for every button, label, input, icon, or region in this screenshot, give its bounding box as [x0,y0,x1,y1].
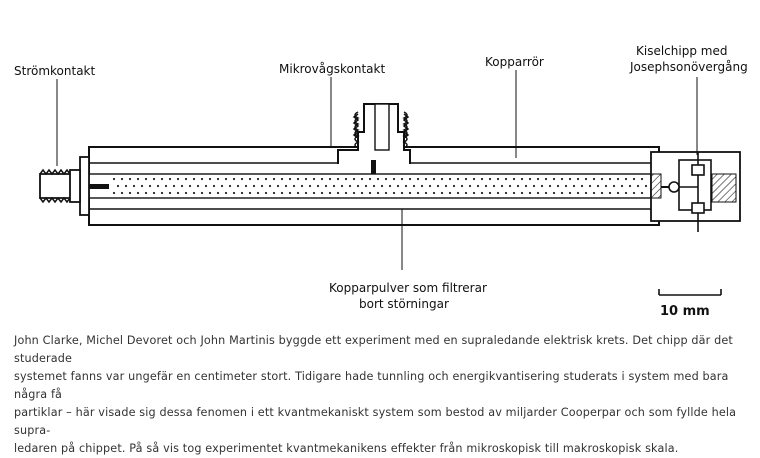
powder-dot [313,178,315,180]
powder-dot [629,185,631,187]
powder-dot [593,178,595,180]
powder-dot [489,178,491,180]
label-power-contact: Strömkontakt [14,64,96,78]
powder-dot [441,192,443,194]
powder-dot [425,192,427,194]
powder-dot [273,178,275,180]
powder-dot [617,178,619,180]
powder-dot [637,185,639,187]
powder-dot [469,185,471,187]
powder-dot [577,178,579,180]
caption-line-3: partiklar – här visade sig dessa fenomen i ett kvantmekaniskt system som bestod av miljarder Cooperpar och som fyllde hela supra- [14,406,737,437]
powder-dot [301,185,303,187]
powder-dot [125,185,127,187]
powder-dot [185,192,187,194]
powder-dot [289,178,291,180]
powder-dot [409,192,411,194]
caption-line-4: ledaren på chippet. På så vis tog experimentet kvantmekanikens effekter från mikroskopisk till makroskopisk skala. [14,442,679,455]
powder-dot [281,192,283,194]
powder-dot [313,192,315,194]
powder-dot [189,185,191,187]
powder-dot [553,178,555,180]
powder-dot [457,178,459,180]
powder-dot [425,178,427,180]
powder-dot [409,178,411,180]
powder-dot [129,178,131,180]
label-powder-line2: bort störningar [359,297,449,311]
powder-dot [481,178,483,180]
powder-dot [601,192,603,194]
powder-dot [461,185,463,187]
powder-dot [245,185,247,187]
label-microwave-contact: Mikrovågskontakt [279,62,386,76]
powder-dot [193,178,195,180]
powder-dot [177,178,179,180]
powder-dot [277,185,279,187]
powder-dot [341,185,343,187]
powder-dot [353,178,355,180]
powder-dot [529,178,531,180]
powder-dot [385,178,387,180]
powder-dot [225,192,227,194]
powder-dot [173,185,175,187]
powder-dot [457,192,459,194]
powder-dot [609,178,611,180]
label-copper-tube: Kopparrör [485,55,544,69]
powder-dot [305,192,307,194]
powder-dot [597,185,599,187]
powder-dot [265,178,267,180]
powder-dot [429,185,431,187]
powder-dot [221,185,223,187]
powder-dot [149,185,151,187]
powder-dot [345,178,347,180]
powder-dot [377,192,379,194]
powder-dot [161,192,163,194]
powder-dot [337,178,339,180]
powder-dot [397,185,399,187]
powder-dot [237,185,239,187]
powder-dot [169,192,171,194]
powder-dot [361,178,363,180]
powder-dot [513,192,515,194]
powder-dot [569,178,571,180]
powder-dot [381,185,383,187]
powder-dot [605,185,607,187]
powder-dot [385,192,387,194]
powder-dot [357,185,359,187]
powder-dot [613,185,615,187]
powder-dot [449,192,451,194]
powder-dot [453,185,455,187]
powder-dot [505,178,507,180]
powder-dot [261,185,263,187]
powder-dot [209,178,211,180]
label-powder-line1: Kopparpulver som filtrerar [329,281,487,295]
powder-dot [393,178,395,180]
powder-dot [137,192,139,194]
powder-dot [557,185,559,187]
powder-dot [289,192,291,194]
caption-line-2: systemet fanns var ungefär en centimeter stort. Tidigare hade tunnling och energikvantisering studerats i system med bara några få [14,370,729,401]
powder-dot [537,178,539,180]
powder-dot [169,178,171,180]
label-chip-line2: Josephsonövergång [630,60,748,74]
powder-dot [201,178,203,180]
powder-dot [577,192,579,194]
powder-dot [153,178,155,180]
powder-dot [405,185,407,187]
powder-dot [185,178,187,180]
powder-dot [433,192,435,194]
powder-dot [205,185,207,187]
powder-dot [165,185,167,187]
powder-dot [369,192,371,194]
powder-dot [537,192,539,194]
powder-dot [345,192,347,194]
powder-dot [393,192,395,194]
powder-dot [473,178,475,180]
powder-dot [145,178,147,180]
scale-label: 10 mm [660,304,710,319]
powder-dot [565,185,567,187]
powder-dot [521,178,523,180]
powder-dot [321,192,323,194]
powder-dot [197,185,199,187]
powder-dot [465,178,467,180]
powder-dot [153,192,155,194]
powder-dot [297,192,299,194]
caption-line-1: John Clarke, Michel Devoret och John Martinis byggde ett experiment med en supraledande elektrisk krets. Det chipp där det studerade [14,334,733,365]
powder-dot [601,178,603,180]
powder-dot [389,185,391,187]
powder-dot [349,185,351,187]
powder-dot [617,192,619,194]
powder-dot [433,178,435,180]
powder-dot [309,185,311,187]
powder-dot [305,178,307,180]
powder-dot [401,192,403,194]
powder-dot [369,178,371,180]
powder-dot [121,192,123,194]
powder-dot [633,178,635,180]
powder-dot [157,185,159,187]
powder-dot [229,185,231,187]
powder-dot [497,192,499,194]
powder-dot [133,185,135,187]
powder-dot [213,185,215,187]
powder-dot [513,178,515,180]
powder-dot [249,178,251,180]
powder-dot [581,185,583,187]
caption [14,332,749,458]
powder-dot [625,178,627,180]
powder-dot [589,185,591,187]
powder-dot [529,192,531,194]
scale-bar [659,289,721,295]
powder-dot [193,192,195,194]
powder-dot [421,185,423,187]
powder-dot [501,185,503,187]
powder-dot [233,178,235,180]
powder-dot [297,178,299,180]
powder-dot [561,178,563,180]
powder-dot [361,192,363,194]
powder-dot [521,192,523,194]
powder-dot [329,192,331,194]
powder-dot [585,178,587,180]
powder-dot [317,185,319,187]
powder-dot [353,192,355,194]
powder-dot [325,185,327,187]
powder-dot [285,185,287,187]
powder-dot [509,185,511,187]
powder-dot [257,178,259,180]
powder-dot [377,178,379,180]
powder-dot [533,185,535,187]
powder-dot [641,178,643,180]
powder-dot [417,178,419,180]
powder-dot [489,192,491,194]
powder-dot [625,192,627,194]
powder-dot [293,185,295,187]
powder-dot [181,185,183,187]
powder-dot [441,178,443,180]
powder-dot [505,192,507,194]
powder-dot [117,185,119,187]
powder-dot [481,192,483,194]
powder-dot [273,192,275,194]
powder-dot [401,178,403,180]
powder-dot [121,178,123,180]
powder-dot [573,185,575,187]
powder-dot [145,192,147,194]
powder-dot [217,192,219,194]
powder-dot [321,178,323,180]
powder-dot [553,192,555,194]
powder-dot [337,192,339,194]
powder-dot [249,192,251,194]
powder-dot [545,178,547,180]
powder-dot [373,185,375,187]
powder-dot [569,192,571,194]
label-chip-line1: Kiselchipp med [636,44,728,58]
powder-dot [329,178,331,180]
powder-dot [113,192,115,194]
powder-dot [241,178,243,180]
powder-dot [445,185,447,187]
powder-dot [473,192,475,194]
powder-dot [437,185,439,187]
powder-dot [549,185,551,187]
powder-dot [365,185,367,187]
powder-dot [217,178,219,180]
powder-dot [253,185,255,187]
powder-dot [465,192,467,194]
powder-dot [593,192,595,194]
powder-dot [621,185,623,187]
powder-dot [201,192,203,194]
powder-dot [413,185,415,187]
powder-dot [477,185,479,187]
powder-dot [225,178,227,180]
powder-dot [497,178,499,180]
powder-dot [241,192,243,194]
powder-dot [585,192,587,194]
powder-dot [517,185,519,187]
powder-dot [641,192,643,194]
powder-dot [645,185,647,187]
powder-dot [129,192,131,194]
copper-powder-core [89,174,651,198]
powder-dot [525,185,527,187]
powder-dot [609,192,611,194]
powder-dot [449,178,451,180]
powder-dot [265,192,267,194]
powder-dot [485,185,487,187]
powder-dot [209,192,211,194]
powder-dot [545,192,547,194]
powder-dot [561,192,563,194]
powder-dot [161,178,163,180]
powder-dot [137,178,139,180]
powder-dot [333,185,335,187]
powder-dot [233,192,235,194]
powder-dot [269,185,271,187]
powder-dot [257,192,259,194]
powder-dot [633,192,635,194]
powder-dot [493,185,495,187]
powder-dot [113,178,115,180]
powder-dot [417,192,419,194]
powder-dot [177,192,179,194]
powder-dot [141,185,143,187]
chip-housing [651,152,740,232]
powder-dot [541,185,543,187]
powder-dot [281,178,283,180]
